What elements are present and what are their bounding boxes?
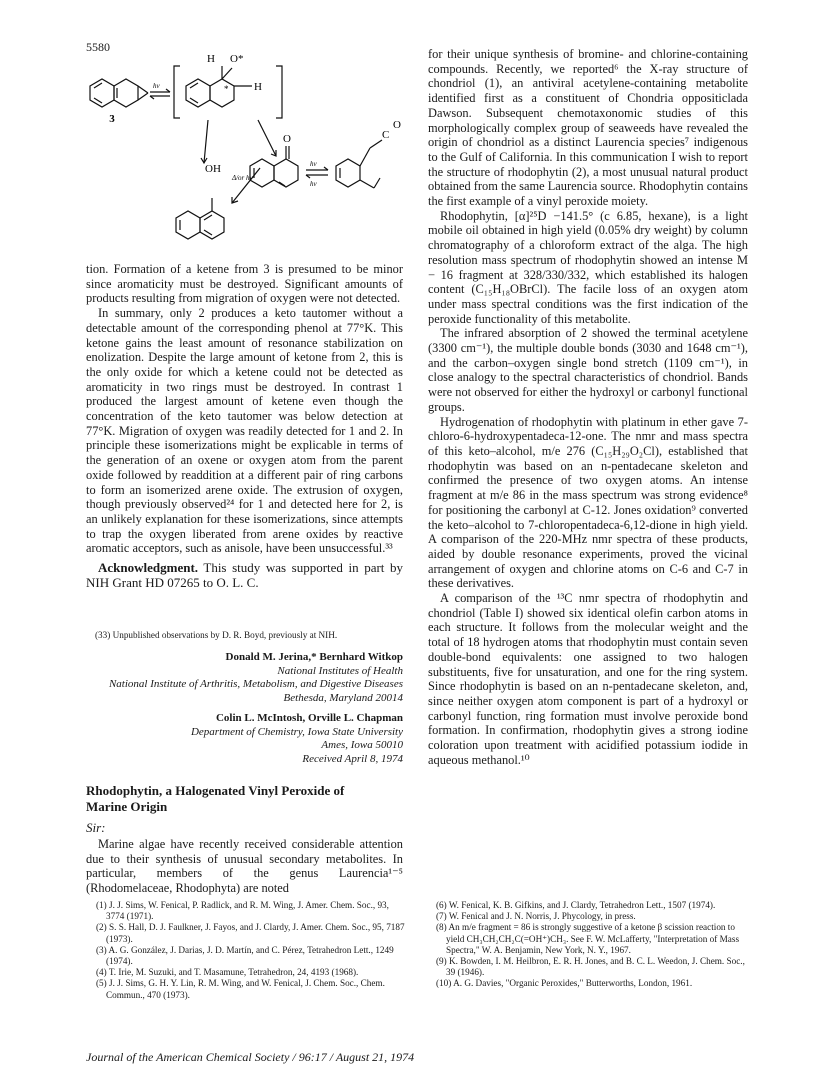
reference-9: (9) K. Bowden, I. M. Heilbron, E. R. H. Jones, and B. C. L. Weedon, J. Chem. Soc., 39 (1946). xyxy=(436,956,745,978)
reference-3: (3) A. G. González, J. Darias, J. D. Martín, and C. Pérez, Tetrahedron Lett., 1249 (1974). xyxy=(96,944,394,967)
author-block-2 xyxy=(86,712,403,766)
paragraph-summary: In summary, only 2 produces a keto tautomer without a detectable amount of the corresponding phenol at 77°K. This ketone gains the least amount of resonance stabilization on enolization. Despite the large amount of ketone from 2, this is the only oxide for which a ketene could not be detected as aromaticity in two rings must be destroyed. In contrast 1 produced the largest amount of ketene even though the concentration of the keto tautomer was below detection at 77°K. Migration of oxygen was readily detected for 1 and 2. In principle these isomerizations might be explicable in terms of the generation of an oxene or oxygen atom from the parent oxide followed by readdition at a different pair of ring carbons to form an isomerized arene oxide. The extrusion of oxygen, though previously observed²⁴ for 1 and detected here for 2, is an unlikely explanation for these isomerizations, since attempts to trap the oxygen liberated from arene oxides by reactive aromatic acceptors, such as anisole, have been unsuccessful.³³ xyxy=(86,306,403,556)
article-title: Rhodophytin, a Halogenated Vinyl Peroxide of Marine Origin xyxy=(86,783,345,814)
new-article-intro xyxy=(86,837,403,896)
acknowledgment-label: Acknowledgment. xyxy=(98,560,199,576)
reference-10: (10) A. G. Davies, "Organic Peroxides," Butterworths, London, 1961. xyxy=(436,978,693,989)
paragraph-13c-nmr: A comparison of the ¹³C nmr spectra of rhodophytin and chondriol (Table I) showed six identical olefin carbon atoms in each structure. It follows from the molecular weight and the total of 18 hydrogen atoms that rhodophytin must contain seven double-bond equivalents: one assigned to two halogen substituents, five for unsaturation, and one for the ring system. Since rhodophytin is based on an n-pentadecane skeleton, and, since neither oxygen atom component is part of a hydroxyl or carbonyl function, ring formation must involve peroxide bond formation. In confirmation, rhodophytin gives a strong iodine coloration upon treatment with acidified potassium iodide in aqueous methanol.¹⁰ xyxy=(428,591,748,767)
authors-names-1: Donald M. Jerina,* Bernhard Witkop xyxy=(225,651,403,663)
journal-footer: Journal of the American Chemical Society / 96:17 / August 21, 1974 xyxy=(86,1050,415,1064)
right-column-body xyxy=(428,47,748,767)
paragraph-ketene: tion. Formation of a ketene from 3 is presumed to be minor since aromaticity must be destroyed. Significant amounts of products resulting from migration of oxygen were not detected. xyxy=(86,262,403,306)
author-block-1 xyxy=(86,651,403,705)
reference-5: (5) J. J. Sims, G. H. Y. Lin, R. M. Wing, and W. Fenical, J. Chem. Soc., Chem. Commun., 470 (1973). xyxy=(96,978,385,1000)
reaction-scheme xyxy=(80,48,420,258)
label-o-ketone: O xyxy=(283,133,291,145)
affiliation-4: Department of Chemistry, Iowa State University xyxy=(190,725,403,738)
received-date: Received April 8, 1974 xyxy=(302,752,403,765)
label-star: * xyxy=(224,84,229,94)
acknowledgment xyxy=(86,560,403,590)
label-h-2: H xyxy=(254,81,262,93)
references-left xyxy=(96,900,406,1001)
paragraph-chondriol: for their unique synthesis of bromine- and chlorine-containing compounds. Recently, we reported⁶ the X-ray structure of chondriol (1), an antiviral acetylene-containing metabolite identified first as a constituent of Chondria oppositiclada Dawson. Subsequent chemotaxonomic studies of this morphologically complex group of seaweeds have revealed the origin of chondriol as a distinct Laurencia species⁷ indigenous to the Gulf of California. In this communication I wish to report the structure of rhodophytin (2), a most unusual natural product obtained from the same Laurencia source. Rhodophytin contains the first example of a vinyl peroxide moiety. xyxy=(428,47,748,209)
label-o-star: O* xyxy=(230,53,244,65)
references-right xyxy=(436,900,748,990)
affiliation-5: Ames, Iowa 50010 xyxy=(321,739,403,751)
page-number: 5580 xyxy=(86,40,110,54)
paragraph-hydrogenation: Hydrogenation of rhodophytin with platinum in ether gave 7-chloro-6-hydroxypentadeca-12-one. The nmr and mass spectra of this keto–alcohol, m/e 276 (C₁₅H₂₉O₂Cl), established that rhodophytin was based on an n-pentadecane skeleton and confirmed the presence of two oxygen atoms. An intense fragment at m/e 86 in the mass spectrum was strong evidence⁸ for positioning the carbonyl at C-12. Jones oxidation⁹ converted the keto–alcohol to 7-chloropentadeca-6,12-dione in high yield. A comparison of the 220-MHz nmr spectra of these products, aided by double resonance experiments, proved the vicinal arrangement of oxygen and chlorine atoms on C-6 and C-7 in these derivatives. xyxy=(428,414,748,591)
footnote-33: (33) Unpublished observations by D. R. Boyd, previously at NIH. xyxy=(95,630,338,640)
label-o-ketene: O xyxy=(393,119,401,131)
authors-names-2: Colin L. McIntosh, Orville L. Chapman xyxy=(215,712,403,724)
paragraph-infrared: The infrared absorption of 2 showed the terminal acetylene (3300 cm⁻¹), the multiple double bonds (3030 and 1648 cm⁻¹), and the carbon–oxygen single bond stretch (1109 cm⁻¹), in close analogy to the spectral characteristics of chondriol. Bands were not observed for either the hydroxyl or carbonyl functional groups. xyxy=(428,326,748,414)
reference-1: (1) J. J. Sims, W. Fenical, P. Radlick, and R. M. Wing, J. Amer. Chem. Soc., 93, 3774 (1971). xyxy=(96,900,389,922)
paragraph-rhodophytin: Rhodophytin, [α]²⁵D −141.5° (c 6.85, hexane), is a light mobile oil obtained in high yield (0.05% dry weight) by column chromatography of a chloroform extract of the alga. The high resolution mass spectrum of rhodophytin showed an intense M − 16 fragment at 328/330/332, which established its halogen content (C₁₅H₁₈OBrCl). The facile loss of an oxygen atom under mass spectral conditions was the first indication of the peroxide functionality of this metabolite. xyxy=(428,208,748,326)
acknowledgment-text: This study was supported in part by NIH Grant HD 07265 to O. L. C. xyxy=(86,560,403,591)
intro-paragraph: Marine algae have recently received considerable attention due to their synthesis of unusual secondary metabolites. In particular, members of the genus Laurencia¹⁻⁵ (Rhodomelaceae, Rhodophyta) are noted xyxy=(86,837,403,896)
reference-2: (2) S. S. Hall, D. J. Faulkner, J. Fayos, and J. Clardy, J. Amer. Chem. Soc., 95, 7187 (1973). xyxy=(96,922,405,944)
reference-6: (6) W. Fenical, K. B. Gifkins, and J. Clardy, Tetrahedron Lett., 1507 (1974). xyxy=(436,900,716,910)
affiliation-1: National Institutes of Health xyxy=(277,664,403,677)
label-hv-2: hν xyxy=(310,160,317,168)
reference-7: (7) W. Fenical and J. N. Norris, J. Phycology, in press. xyxy=(436,911,636,922)
affiliation-3: Bethesda, Maryland 20014 xyxy=(283,691,403,704)
label-h: H xyxy=(207,53,215,65)
label-c: C xyxy=(382,129,390,141)
reference-4: (4) T. Irie, M. Suzuki, and T. Masamune, Tetrahedron, 24, 4193 (1968). xyxy=(96,967,359,978)
affiliation-2: National Institute of Arthritis, Metabolism, and Digestive Diseases xyxy=(108,678,403,690)
label-oh: OH xyxy=(205,163,221,175)
salutation: Sir: xyxy=(86,820,106,835)
reference-8: (8) An m/e fragment = 86 is strongly suggestive of a ketone β scission reaction to yield CH₃CH₂CH₂C(=OH⁺)CH₃. See F. W. McLafferty, "Interpretation of Mass Spectra," W. A. Benjamin, New York, N. Y., 1967. xyxy=(436,922,740,955)
label-hv-1: hν xyxy=(153,82,160,90)
left-column-body xyxy=(86,262,403,590)
label-delta-or-hv: Δ/or hν xyxy=(232,174,253,182)
label-hv-3: hν xyxy=(310,180,317,188)
label-compound-3: 3 xyxy=(109,113,115,125)
